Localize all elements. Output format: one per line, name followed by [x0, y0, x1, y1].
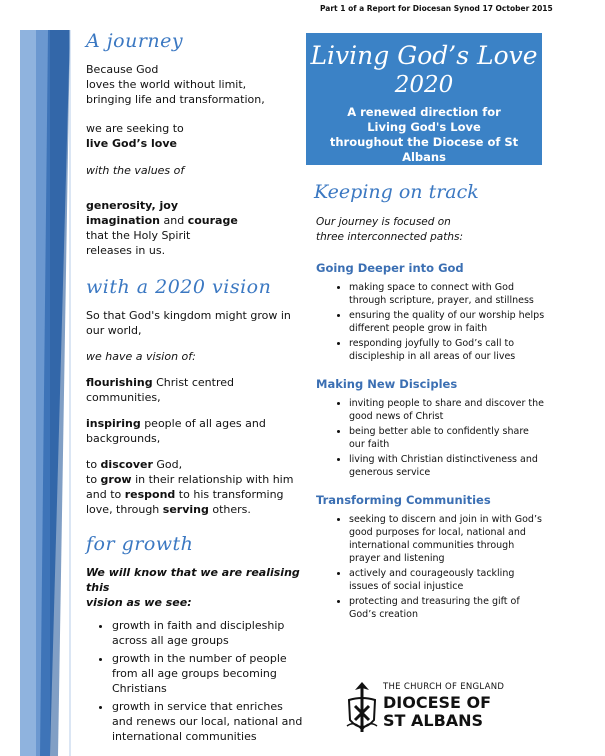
list-item: • being better able to confidently share our faith	[349, 425, 546, 451]
growth-intro: We will know that we are realising this	[86, 566, 300, 594]
list-item: • growth in the number of people from all age groups becoming Christians	[112, 651, 306, 696]
list-item: • inviting people to share and discover the good news of Christ	[349, 397, 546, 423]
logo-top-line: THE CHURCH OF ENGLAND	[383, 682, 505, 692]
vision-intro: our world,	[86, 324, 142, 337]
spirit-line: that the Holy Spirit	[86, 229, 191, 242]
live-love-line: live God’s love	[86, 137, 177, 150]
track-intro: three interconnected paths:	[316, 231, 464, 243]
report-header: Part 1 of a Report for Diocesan Synod 17 October 2015	[320, 4, 553, 13]
logo-main-text: DIOCESE OF ST ALBANS	[383, 693, 492, 730]
vision-intro: So that God's kingdom might grow in	[86, 309, 291, 322]
inspiring-line-2: backgrounds,	[86, 432, 161, 445]
journey-line: bringing life and transformation,	[86, 93, 265, 106]
inspiring-line: inspiring people of all ages and	[86, 417, 266, 430]
list-item: • making space to connect with God through scripture, prayer, and stillness	[349, 281, 546, 307]
deeper-list	[306, 281, 546, 363]
values-line-1: generosity, joy	[86, 199, 179, 212]
journey-line: Because God	[86, 63, 159, 76]
track-title: Keeping on track	[314, 181, 479, 203]
list-item: • living with Christian distinctiveness and generous service	[349, 453, 546, 479]
section-heading-communities: Transforming Communities	[316, 493, 491, 507]
section-heading-disciples: Making New Disciples	[316, 377, 458, 391]
decorative-side-bar	[0, 0, 75, 756]
title-year: 2020	[394, 72, 454, 98]
list-item: • growth in faith and discipleship across all age groups	[112, 618, 306, 648]
section-heading-deeper: Going Deeper into God	[316, 261, 464, 275]
grow-line: to grow in their relationship with him	[86, 473, 294, 486]
page-title: Living God’s Love	[310, 41, 538, 70]
right-column	[306, 33, 546, 623]
left-column	[86, 30, 306, 747]
journey-line: loves the world without limit,	[86, 78, 247, 91]
spirit-line: releases in us.	[86, 244, 166, 257]
growth-list	[86, 618, 306, 744]
serving-line: love, through serving others.	[86, 503, 251, 516]
title-subtitle: A renewed direction for Living God's Love throughout the Diocese of St Albans	[329, 105, 519, 164]
track-intro: Our journey is focused on	[316, 216, 451, 228]
vision-of-line: we have a vision of:	[86, 350, 196, 363]
diocese-shield-icon	[345, 680, 379, 736]
journey-title: A journey	[86, 30, 184, 52]
discover-line: to discover God,	[86, 458, 183, 471]
vision-title: with a 2020 vision	[86, 276, 272, 298]
seeking-line: we are seeking to	[86, 122, 184, 135]
list-item: • protecting and treasuring the gift of God’s creation	[349, 595, 546, 621]
flourishing-line: flourishing Christ centred communities,	[86, 376, 234, 404]
list-item: • seeking to discern and join in with God’s good purposes for local, national and international communities through prayer and listening	[349, 513, 546, 565]
values-of-line: with the values of	[86, 164, 185, 177]
growth-title: for growth	[86, 533, 194, 555]
list-item: • actively and courageously tackling issues of social injustice	[349, 567, 546, 593]
growth-intro: vision as we see:	[86, 596, 192, 609]
diocese-logo	[345, 680, 545, 740]
values-line-2: imagination and courage	[86, 214, 238, 227]
disciples-list	[306, 397, 546, 479]
list-item: • responding joyfully to God’s call to discipleship in all areas of our lives	[349, 337, 546, 363]
respond-line: and to respond to his transforming	[86, 488, 284, 501]
list-item: • growth in service that enriches and renews our local, national and international communities	[112, 699, 306, 744]
communities-list	[306, 513, 546, 621]
list-item: • ensuring the quality of our worship helps different people grow in faith	[349, 309, 546, 335]
title-box	[306, 33, 542, 165]
